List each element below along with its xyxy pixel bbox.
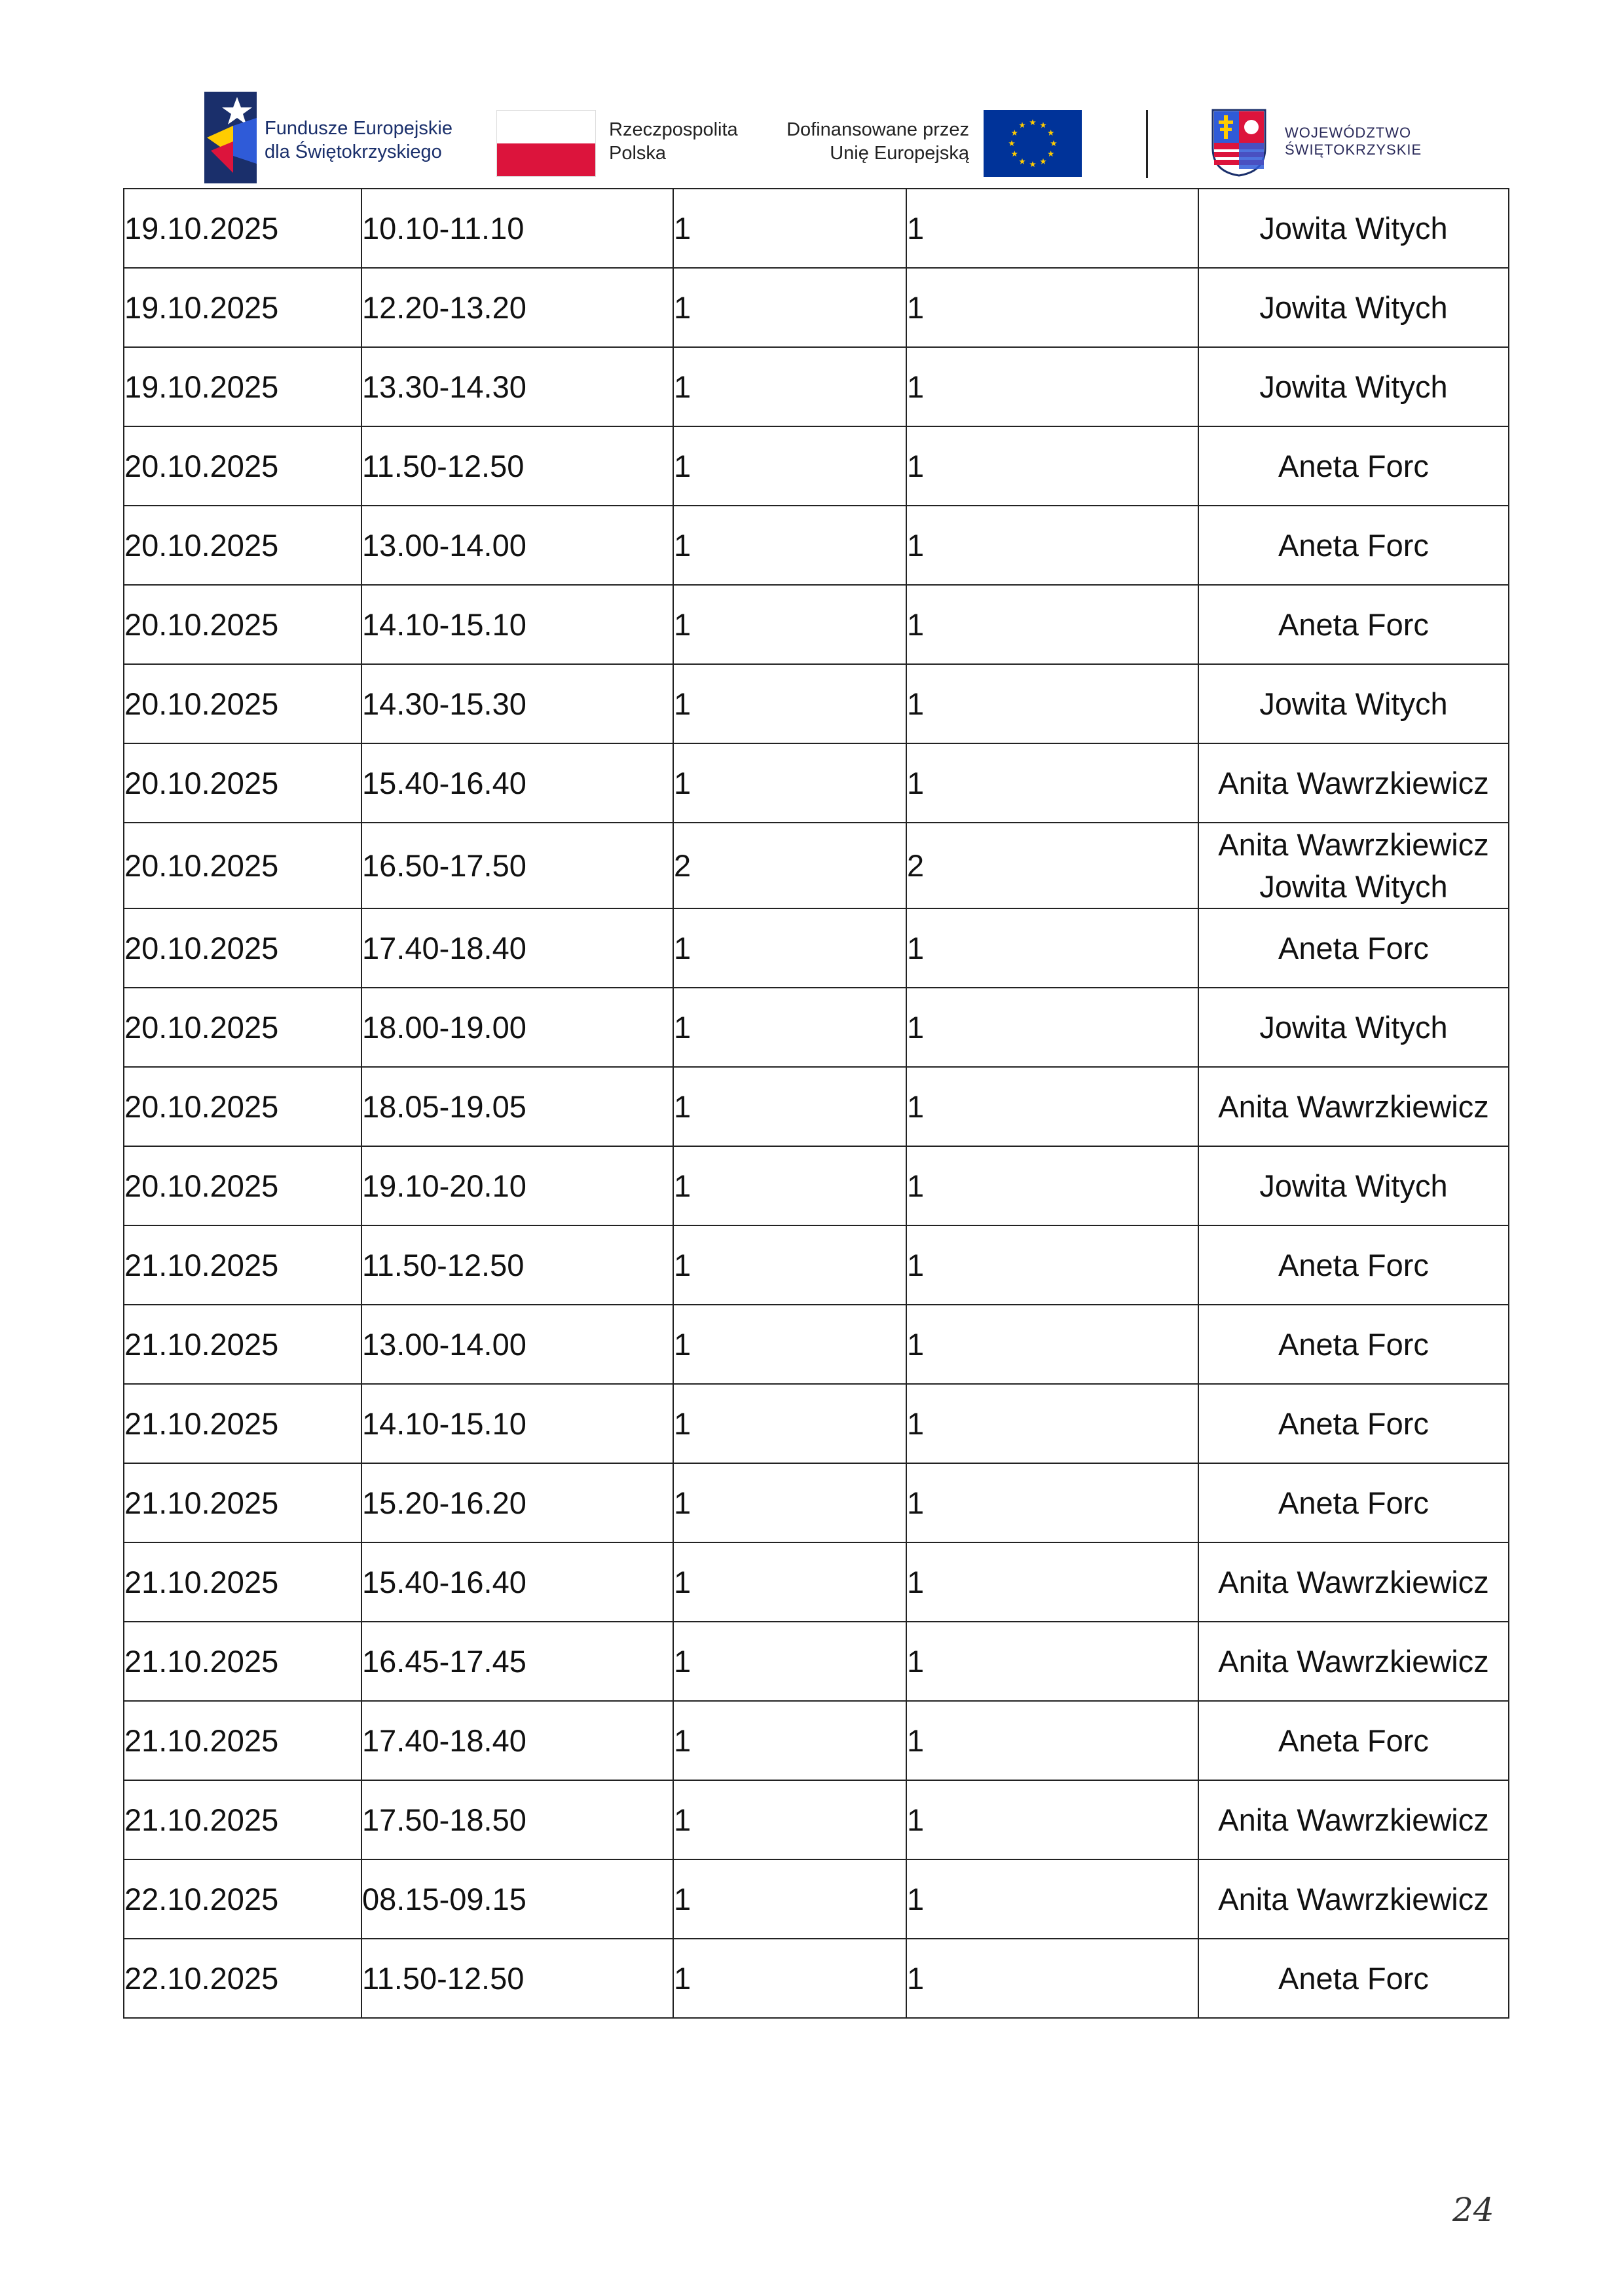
count-a-cell: 1: [673, 268, 906, 347]
names-cell: [1198, 664, 1509, 743]
count-a-cell: 1: [673, 1305, 906, 1384]
count-b-cell: 1: [906, 426, 1198, 506]
count-b-cell: 1: [906, 189, 1198, 268]
table-row: [124, 1225, 1509, 1305]
table-row: [124, 1384, 1509, 1463]
person-name: Jowita Witych: [1259, 210, 1448, 246]
count-b-cell: 1: [906, 268, 1198, 347]
names-cell: [1198, 1622, 1509, 1701]
date-cell: 21.10.2025: [124, 1463, 361, 1542]
header-divider: [1146, 110, 1148, 178]
count-b-cell: 1: [906, 585, 1198, 664]
person-name: Jowita Witych: [1259, 1168, 1448, 1203]
table-row: [124, 1067, 1509, 1146]
count-a-cell: 1: [673, 1542, 906, 1622]
date-cell: 20.10.2025: [124, 1146, 361, 1225]
count-b-cell: 2: [906, 823, 1198, 908]
table-row: [124, 1622, 1509, 1701]
count-b-cell: 1: [906, 506, 1198, 585]
names-cell: [1198, 1305, 1509, 1384]
eu-line-1: Dofinansowane przez: [786, 119, 969, 140]
count-a-cell: 1: [673, 1067, 906, 1146]
count-a-cell: 1: [673, 1780, 906, 1859]
time-cell: 11.50-12.50: [361, 1939, 673, 2018]
count-a-cell: 1: [673, 988, 906, 1067]
count-b-cell: 1: [906, 1939, 1198, 2018]
count-a-cell: 1: [673, 1859, 906, 1939]
count-b-cell: 1: [906, 1463, 1198, 1542]
date-cell: 20.10.2025: [124, 426, 361, 506]
time-cell: 10.10-11.10: [361, 189, 673, 268]
date-cell: 22.10.2025: [124, 1859, 361, 1939]
count-b-cell: 1: [906, 1225, 1198, 1305]
fe-line-1: Fundusze Europejskie: [265, 118, 452, 139]
time-cell: 13.00-14.00: [361, 1305, 673, 1384]
date-cell: 20.10.2025: [124, 743, 361, 823]
count-a-cell: 1: [673, 506, 906, 585]
person-name: Jowita Witych: [1259, 289, 1448, 325]
table-row: [124, 1780, 1509, 1859]
count-a-cell: 1: [673, 347, 906, 426]
date-cell: 20.10.2025: [124, 1067, 361, 1146]
date-cell: 21.10.2025: [124, 1780, 361, 1859]
table-row: [124, 347, 1509, 426]
person-name: Jowita Witych: [1259, 369, 1448, 404]
count-b-cell: 1: [906, 664, 1198, 743]
count-a-cell: 1: [673, 1225, 906, 1305]
names-cell: [1198, 585, 1509, 664]
time-cell: 18.05-19.05: [361, 1067, 673, 1146]
rp-logo-text: [609, 118, 738, 165]
count-b-cell: 1: [906, 1622, 1198, 1701]
woj-line-1: WOJEWÓDZTWO: [1285, 124, 1412, 141]
date-cell: 21.10.2025: [124, 1542, 361, 1622]
names-cell: [1198, 189, 1509, 268]
date-cell: 20.10.2025: [124, 988, 361, 1067]
count-a-cell: 1: [673, 1384, 906, 1463]
names-cell: [1198, 1225, 1509, 1305]
time-cell: 14.10-15.10: [361, 1384, 673, 1463]
date-cell: 19.10.2025: [124, 268, 361, 347]
date-cell: 21.10.2025: [124, 1622, 361, 1701]
person-name: Anita Wawrzkiewicz: [1218, 827, 1489, 862]
names-cell: [1198, 823, 1509, 908]
date-cell: 20.10.2025: [124, 908, 361, 988]
table-row: [124, 1939, 1509, 2018]
time-cell: 17.50-18.50: [361, 1780, 673, 1859]
page-header: [0, 0, 1624, 190]
count-a-cell: 1: [673, 426, 906, 506]
count-a-cell: 1: [673, 1146, 906, 1225]
time-cell: 16.45-17.45: [361, 1622, 673, 1701]
count-a-cell: 1: [673, 1939, 906, 2018]
count-a-cell: 2: [673, 823, 906, 908]
names-cell: [1198, 743, 1509, 823]
time-cell: 16.50-17.50: [361, 823, 673, 908]
table-row: [124, 908, 1509, 988]
person-name: Aneta Forc: [1278, 930, 1429, 965]
count-b-cell: 1: [906, 1542, 1198, 1622]
names-cell: [1198, 1701, 1509, 1780]
date-cell: 20.10.2025: [124, 823, 361, 908]
table-row: [124, 506, 1509, 585]
person-name: Anita Wawrzkiewicz: [1218, 1881, 1489, 1916]
time-cell: 11.50-12.50: [361, 426, 673, 506]
names-cell: [1198, 988, 1509, 1067]
schedule-table: [123, 188, 1509, 2019]
person-name: Jowita Witych: [1259, 1009, 1448, 1045]
table-row: [124, 1305, 1509, 1384]
person-name: Anita Wawrzkiewicz: [1218, 1802, 1489, 1837]
count-b-cell: 1: [906, 908, 1198, 988]
eu-logo-text: [779, 118, 969, 165]
table-row: [124, 189, 1509, 268]
woj-logo-text: [1285, 124, 1422, 159]
time-cell: 19.10-20.10: [361, 1146, 673, 1225]
date-cell: 19.10.2025: [124, 189, 361, 268]
count-b-cell: 1: [906, 988, 1198, 1067]
person-name: Aneta Forc: [1278, 1485, 1429, 1520]
count-b-cell: 1: [906, 743, 1198, 823]
time-cell: 17.40-18.40: [361, 908, 673, 988]
time-cell: 15.20-16.20: [361, 1463, 673, 1542]
person-name: Jowita Witych: [1259, 686, 1448, 721]
count-a-cell: 1: [673, 189, 906, 268]
person-name: Aneta Forc: [1278, 1960, 1429, 1996]
count-a-cell: 1: [673, 1463, 906, 1542]
date-cell: 21.10.2025: [124, 1305, 361, 1384]
count-a-cell: 1: [673, 743, 906, 823]
count-b-cell: 1: [906, 1780, 1198, 1859]
names-cell: [1198, 1384, 1509, 1463]
count-b-cell: 1: [906, 1701, 1198, 1780]
swietokrzyskie-crest-icon: [1211, 109, 1266, 177]
table-row: [124, 1701, 1509, 1780]
names-cell: [1198, 1780, 1509, 1859]
count-b-cell: 1: [906, 1859, 1198, 1939]
date-cell: 21.10.2025: [124, 1225, 361, 1305]
names-cell: [1198, 1146, 1509, 1225]
fe-logo-text: [265, 117, 452, 164]
count-b-cell: 1: [906, 1067, 1198, 1146]
table-row: [124, 268, 1509, 347]
table-row: [124, 664, 1509, 743]
table-row: [124, 988, 1509, 1067]
page-number: 24: [1452, 2191, 1494, 2229]
count-b-cell: 1: [906, 1384, 1198, 1463]
date-cell: 19.10.2025: [124, 347, 361, 426]
names-cell: [1198, 908, 1509, 988]
table-row: [124, 585, 1509, 664]
time-cell: 17.40-18.40: [361, 1701, 673, 1780]
eu-line-2: Unię Europejską: [830, 143, 969, 164]
names-cell: [1198, 1463, 1509, 1542]
count-b-cell: 1: [906, 1305, 1198, 1384]
time-cell: 13.00-14.00: [361, 506, 673, 585]
date-cell: 20.10.2025: [124, 506, 361, 585]
time-cell: 11.50-12.50: [361, 1225, 673, 1305]
table-row: [124, 1542, 1509, 1622]
date-cell: 21.10.2025: [124, 1701, 361, 1780]
person-name: Jowita Witych: [1259, 868, 1448, 904]
date-cell: 22.10.2025: [124, 1939, 361, 2018]
count-a-cell: 1: [673, 585, 906, 664]
rp-line-1: Rzeczpospolita: [609, 119, 738, 140]
count-a-cell: 1: [673, 664, 906, 743]
count-a-cell: 1: [673, 908, 906, 988]
person-name: Aneta Forc: [1278, 606, 1429, 642]
time-cell: 15.40-16.40: [361, 1542, 673, 1622]
person-name: Aneta Forc: [1278, 1723, 1429, 1758]
names-cell: [1198, 1067, 1509, 1146]
eu-flag-icon: [984, 110, 1082, 177]
schedule-table-body: [124, 189, 1509, 2018]
date-cell: 21.10.2025: [124, 1384, 361, 1463]
time-cell: 14.10-15.10: [361, 585, 673, 664]
count-a-cell: 1: [673, 1701, 906, 1780]
count-b-cell: 1: [906, 1146, 1198, 1225]
person-name: Anita Wawrzkiewicz: [1218, 1089, 1489, 1124]
person-name: Aneta Forc: [1278, 527, 1429, 563]
fundusze-europejskie-logo-icon: [204, 92, 257, 183]
rp-line-2: Polska: [609, 143, 667, 164]
fe-line-2: dla Świętokrzyskiego: [265, 141, 442, 162]
count-a-cell: 1: [673, 1622, 906, 1701]
time-cell: 18.00-19.00: [361, 988, 673, 1067]
person-name: Aneta Forc: [1278, 1326, 1429, 1362]
names-cell: [1198, 347, 1509, 426]
names-cell: [1198, 1542, 1509, 1622]
person-name: Anita Wawrzkiewicz: [1218, 1643, 1489, 1679]
table-row: [124, 743, 1509, 823]
date-cell: 20.10.2025: [124, 585, 361, 664]
table-row: [124, 426, 1509, 506]
person-name: Aneta Forc: [1278, 1406, 1429, 1441]
names-cell: [1198, 506, 1509, 585]
names-cell: [1198, 268, 1509, 347]
table-row: [124, 823, 1509, 908]
person-name: Aneta Forc: [1278, 1247, 1429, 1282]
time-cell: 14.30-15.30: [361, 664, 673, 743]
polish-flag-icon: [496, 110, 596, 177]
names-cell: [1198, 426, 1509, 506]
person-name: Anita Wawrzkiewicz: [1218, 765, 1489, 800]
table-row: [124, 1859, 1509, 1939]
time-cell: 15.40-16.40: [361, 743, 673, 823]
time-cell: 13.30-14.30: [361, 347, 673, 426]
time-cell: 08.15-09.15: [361, 1859, 673, 1939]
count-b-cell: 1: [906, 347, 1198, 426]
names-cell: [1198, 1859, 1509, 1939]
date-cell: 20.10.2025: [124, 664, 361, 743]
time-cell: 12.20-13.20: [361, 268, 673, 347]
person-name: Aneta Forc: [1278, 448, 1429, 483]
person-name: Anita Wawrzkiewicz: [1218, 1564, 1489, 1599]
woj-line-2: ŚWIĘTOKRZYSKIE: [1285, 141, 1422, 158]
names-cell: [1198, 1939, 1509, 2018]
table-row: [124, 1463, 1509, 1542]
table-row: [124, 1146, 1509, 1225]
